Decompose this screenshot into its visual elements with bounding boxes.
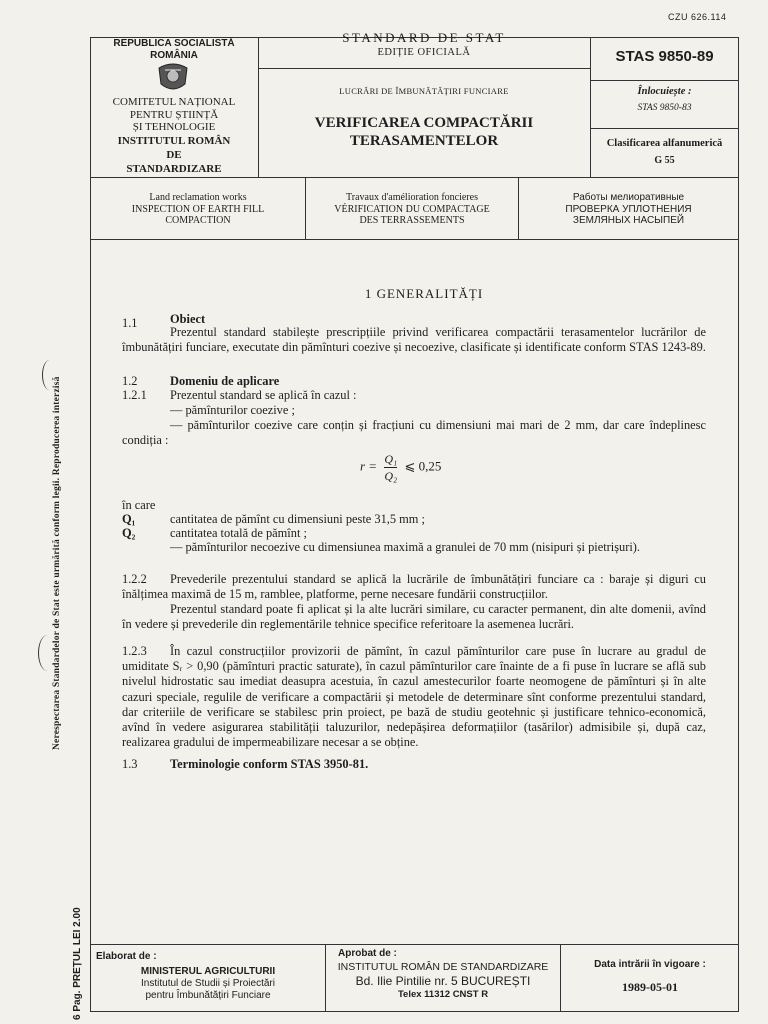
paragraph: Prezentul standard poate fi aplicat și la alte lucrări similare, cu caracter permanent, din alte domenii, avînd în vedere și prevederile din reglementările tehnice specifice referitoare la asemenea lucrări.	[122, 602, 706, 632]
english-title: Land reclamation works INSPECTION OF EARTH FILL COMPACTION	[131, 192, 265, 226]
paragraph: Prezentul standard se aplică în cazul :	[170, 388, 357, 402]
approved-by: INSTITUTUL ROMÂN DE STANDARDIZARE Bd. Ilie Pintilie nr. 5 BUCUREȘTI Telex 11312 CNST R	[337, 961, 549, 1000]
replaces-value: STAS 9850-83	[637, 103, 692, 113]
section-number: 1.2.2	[122, 572, 147, 586]
committee-name: COMITETUL NAȚIONAL PENTRU ȘTIINȚĂ ȘI TEHNOLOGIE	[112, 96, 236, 133]
binding-mark	[42, 360, 57, 390]
stas-code: STAS 9850-89	[615, 48, 714, 65]
elaborated-by: MINISTERUL AGRICULTURII Institutul de Studii și Proiectări pentru Îmbunătățiri Funciare	[140, 966, 276, 1001]
symbol: Q₁	[122, 512, 136, 526]
paragraph: Prezentul standard stabilește prescripțiile privind verificarea compactării terasamentelor lucrărilor de îmbunătățiri funciare, executate din pămînturi coezive și necoezive, clasificate și identificate conform STAS 1243-89.	[122, 325, 706, 355]
approved-label: Aprobat de :	[338, 948, 397, 959]
formula: r = $\frac{\text{Q₁}}{\text{Q₂}}$ ⩽ 0,25	[360, 452, 442, 483]
coat-of-arms-icon	[155, 62, 191, 94]
section-number: 1.3	[122, 757, 138, 771]
definition: cantitatea de pămînt cu dimensiuni peste 31,5 mm ;	[170, 512, 425, 526]
list-item: — pămînturilor necoezive cu dimensiunea maximă a granulei de 70 mm (nisipuri și pietrișuri).	[170, 540, 641, 554]
section-number: 1.2.3	[122, 644, 147, 658]
section-number: 1.1	[122, 316, 138, 330]
domain-label: LUCRĂRI DE ÎMBUNĂTĂȚIRI FUNCIARE	[339, 86, 509, 96]
classification-label: Clasificarea alfanumerică	[606, 138, 723, 149]
section-title: 1 GENERALITĂȚI	[364, 286, 484, 301]
section-heading: Terminologie conform STAS 3950-81.	[170, 757, 369, 771]
section-heading: Obiect	[170, 312, 206, 326]
institute-name: INSTITUTUL ROMÂN DE STANDARDIZARE	[117, 135, 231, 175]
paragraph: Prevederile prezentului standard se aplică la lucrările de îmbunătățiri funciare ca : baraje și diguri cu înălțimea maximă de 15 m, ramblee, platforme, perne necesare fundării construcțiilor.	[122, 572, 706, 602]
elaborated-label: Elaborat de :	[96, 951, 157, 962]
issuer-country: REPUBLICA SOCIALISTĂ ROMÂNIA	[113, 38, 235, 61]
effective-label: Data intrării în vigoare :	[594, 959, 706, 970]
paragraph: În cazul construcțiilor provizorii de pămînt, în cazul pămînturilor care puse în lucrare au gradul de umiditate Sᵣ > 0,90 (pămînturi practic saturate), în cazul pămînturilor care înainte de a fi puse în lucrare se află sub nivelul hidrostatic sau imediat deasupra acestuia, în cazul amestecurilor foarte neomogene de pămînturi și în alte cazuri speciale, regulile de verificare a compactării și metodele de determinare sînt conforme prezentului standard, dar criteriile de verificare se stabilesc prin proiect, pe bază de studiu geotehnic și justificare tehnico-economică, avînd în vedere asigurarea stabilității taluzurilor, nedepășirea deformațiilor (tasărilor) admisibile și, după caz, realizarea gradului de impermeabilizare necesar a se obține.	[122, 644, 706, 750]
price-side-note: 6 Pag. PREȚUL LEI 2.00	[72, 907, 83, 1020]
french-title: Travaux d'amélioration foncieres VÉRIFICATION DU COMPACTAGE DES TERRASSEMENTS	[334, 192, 490, 226]
list-item: — pămînturilor coezive ;	[170, 403, 295, 417]
legal-side-note: Nerespectarea Standardelor de Stat este urmărită conform legii. Reproducerea interzisă	[52, 376, 62, 750]
section-number: 1.2.1	[122, 388, 147, 402]
classification-value: G 55	[654, 155, 675, 166]
classification-code: CZU 626.114	[668, 12, 727, 22]
definition: cantitatea totală de pămînt ;	[170, 526, 307, 540]
russian-title: Работы мелиоративные ПРОВЕРКА УПЛОТНЕНИЯ ЗЕМЛЯНЫХ НАСЫПЕЙ	[565, 192, 692, 226]
document-type: STANDARD DE STAT	[342, 30, 506, 45]
edition-label: EDIȚIE OFICIALĂ	[377, 47, 471, 58]
replaces-label: Înlocuiește :	[637, 86, 692, 97]
document-title: VERIFICAREA COMPACTĂRII TERASAMENTELOR	[314, 115, 534, 149]
list-item: — pămînturilor coezive care conțin și fracțiuni cu dimensiuni mai mari de 2 mm, dar care îndeplinesc condiția :	[122, 418, 706, 448]
paragraph: în care	[122, 498, 156, 512]
symbol: Q₂	[122, 526, 136, 540]
binding-mark	[38, 635, 57, 671]
section-heading: Domeniu de aplicare	[170, 374, 280, 388]
section-number: 1.2	[122, 374, 138, 388]
effective-date: 1989-05-01	[622, 980, 678, 994]
